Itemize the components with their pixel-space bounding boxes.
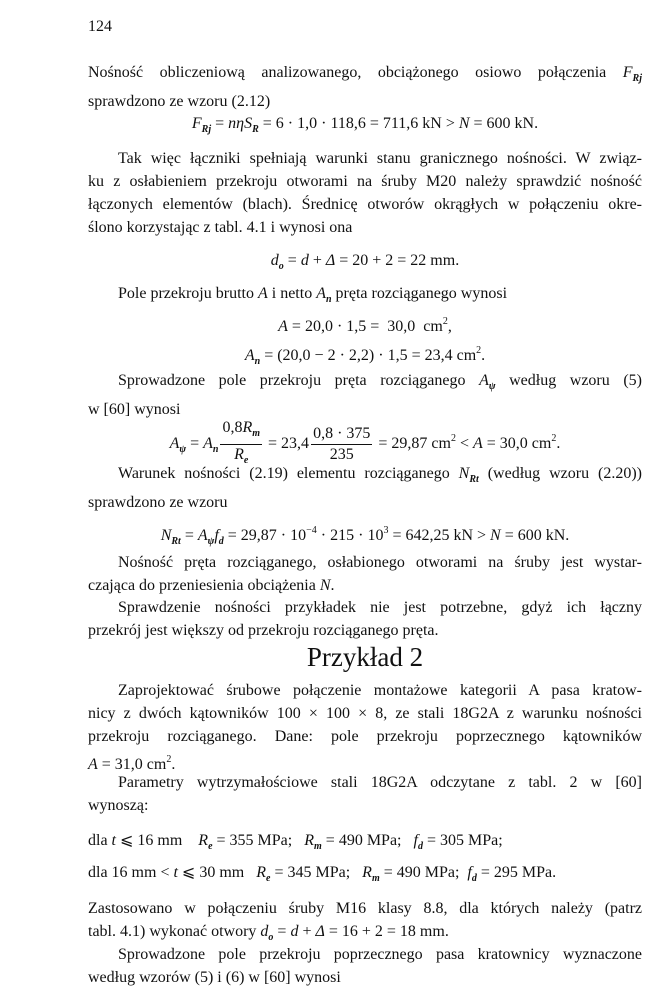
text-line (88, 310, 642, 338)
math-variable: R (242, 419, 253, 436)
text-run: = 16 + 2 = 18 mm. (324, 923, 449, 940)
math-subscript: o (278, 261, 284, 272)
text-run: dla 16 mm < (88, 864, 174, 881)
text-run: = 642,25 kN > (388, 527, 491, 544)
equation-frj (88, 112, 642, 141)
paragraph-load-capacity (88, 61, 642, 113)
text-line (88, 861, 642, 890)
math-subscript: R (252, 124, 259, 135)
text-run: . (171, 756, 176, 773)
math-superscript: −4 (306, 525, 317, 536)
math-variable: f (413, 832, 418, 849)
math-subscript: d (417, 841, 423, 852)
math-superscript: 2 (551, 433, 557, 445)
text-line (88, 369, 642, 398)
math-subscript: ψ (488, 381, 496, 392)
text-run: = 6 · 1,0 · 118,6 = 711,6 kN > (258, 115, 459, 132)
math-subscript: Rj (201, 124, 212, 135)
text-run: dla (88, 832, 112, 849)
math-variable: F (191, 115, 202, 132)
paragraph-reduced-area (88, 369, 642, 421)
text-run: = 305 MPa; (422, 832, 503, 849)
math-variable: nηS (228, 115, 253, 132)
text-run: + (308, 252, 326, 269)
text-run: = 20,0 · 1,5 = 30,0 cm (287, 318, 443, 335)
text-line (88, 282, 642, 311)
paragraph-cross-section (88, 282, 642, 311)
math-subscript: Rt (469, 474, 479, 485)
fraction-numerator (220, 418, 262, 445)
text-run: ⩽ 16 mm (116, 832, 199, 849)
math-variable: R (234, 446, 244, 463)
math-superscript: 2 (476, 345, 482, 356)
math-subscript: e (208, 841, 213, 852)
text-run: 0,8 (222, 419, 243, 436)
text-line: wynoszą: (88, 797, 149, 814)
math-subscript: e (266, 873, 271, 884)
text-run: = 345 MPa; (270, 864, 363, 881)
paragraph-chord-area (88, 943, 642, 989)
text-run: według wzoru (5) (495, 372, 642, 389)
page-number: 124 (88, 18, 112, 35)
text-line: Zastosowano w połączeniu śruby M16 klasy 8.8, dla których należy (patrz (88, 900, 642, 917)
equation-net-area (88, 339, 642, 373)
text-line (88, 112, 642, 141)
paragraph-parameters (88, 771, 642, 817)
text-run: = (186, 435, 204, 453)
text-run: . (481, 347, 486, 364)
math-subscript: d (471, 873, 477, 884)
equation-hole-diameter (88, 249, 642, 278)
text-run: , (447, 318, 452, 335)
text-run: Warunek nośności (2.19) elementu rozciąganego (118, 465, 459, 482)
text-run: = 29,87 · 10 (223, 527, 307, 544)
math-variable: A (244, 347, 255, 364)
text-line: Sprowadzone pole przekroju poprzecznego pasa kratownicy wyznaczone (118, 946, 642, 963)
paragraph-task (88, 679, 642, 776)
text-run: = 29,87 cm (374, 435, 451, 453)
math-variable: d (290, 923, 299, 940)
text-run: = 295 MPa. (476, 864, 557, 881)
text-run: 0,8 · 375 (313, 425, 371, 442)
text-run: = 490 MPa; (321, 832, 414, 849)
math-subscript: m (371, 873, 380, 884)
equation-nrt (88, 519, 642, 553)
text-line: Nośność pręta rozciąganego, osłabionego otworami na śruby jest wystar- (118, 554, 642, 571)
text-run: = 23,4 (264, 435, 310, 453)
text-run: = (283, 252, 301, 269)
text-run: = 355 MPa; (212, 832, 305, 849)
line-params-thin (88, 829, 642, 858)
text-line (88, 249, 642, 278)
text-run: pręta rozciąganego wynosi (331, 285, 508, 302)
math-variable: f (467, 864, 472, 881)
math-variable: A (88, 756, 98, 773)
text-run: Pole przekroju brutto (118, 285, 258, 302)
fraction-numerator (311, 424, 372, 445)
math-subscript: m (314, 841, 322, 852)
math-variable: Δ (325, 252, 336, 269)
math-superscript: 2 (442, 316, 448, 327)
math-variable: d (300, 252, 309, 269)
math-subscript: n (325, 294, 332, 305)
math-subscript: Rt (171, 536, 181, 547)
math-superscript: 3 (383, 525, 389, 536)
math-variable: d (260, 923, 269, 940)
text-run: i netto (267, 285, 317, 302)
math-variable: f (214, 527, 219, 544)
text-line: Parametry wytrzymałościowe stali 18G2A odczytane z tabl. 2 w [60] (118, 774, 642, 791)
text-run: = (20,0 − 2 · 2,2) · 1,5 = 23,4 cm (260, 347, 477, 364)
text-line (88, 829, 642, 858)
text-run: . (556, 435, 561, 453)
paragraph-sufficient (88, 551, 642, 597)
math-subscript: m (252, 428, 261, 439)
text-run: + (298, 923, 316, 940)
text-run: = (180, 527, 198, 544)
math-variable: A (169, 435, 180, 453)
fraction (311, 424, 372, 465)
text-run: < (455, 435, 473, 453)
text-run: = 490 MPa; (379, 864, 468, 881)
math-subscript: Rj (632, 73, 642, 84)
math-superscript: 2 (166, 754, 172, 765)
math-variable: R (198, 832, 209, 849)
math-subscript: n (212, 444, 219, 456)
text-run: = 600 kN. (500, 527, 570, 544)
math-variable: N (160, 527, 172, 544)
math-variable: N (319, 577, 331, 594)
text-run: (według wzoru (2.20)) (478, 465, 642, 482)
text-line (88, 462, 642, 491)
text-run: = 20 + 2 = 22 mm. (335, 252, 460, 269)
text-line: w [60] wynosi (88, 401, 181, 418)
text-run: = (273, 923, 291, 940)
text-run: = 600 kN. (469, 115, 539, 132)
math-variable: R (256, 864, 266, 881)
text-run: ⩽ 30 mm (177, 864, 257, 881)
text-line (88, 61, 642, 90)
math-subscript: e (243, 455, 249, 466)
line-params-thick (88, 861, 642, 890)
text-line: Tak więc łączniki spełniają warunki stanu granicznego nośności. W związ- (118, 150, 642, 167)
text-line: ku z osłabieniem przekroju otworami na śruby M20 należy sprawdzić nośność (88, 173, 642, 190)
text-run: = 31,0 cm (97, 756, 167, 773)
text-line: nicy z dwóch kątowników 100 × 100 × 8, ze stali 18G2A z warunku nośności (88, 705, 642, 722)
paragraph-splice-plates (88, 596, 642, 642)
text-run: tabl. 4.1) wykonać otwory (88, 923, 261, 940)
text-line: przekroju rozciąganego. Dane: pole przekroju poprzecznego kątowników (88, 728, 642, 745)
math-variable: A (257, 285, 268, 302)
text-run: · 215 · 10 (316, 527, 384, 544)
text-run: 235 (329, 446, 354, 463)
math-variable: d (270, 252, 279, 269)
math-superscript: 2 (450, 433, 456, 445)
paragraph-bolts (88, 897, 642, 949)
text-run: Nośność obliczeniową analizowanego, obciążonego osiowo połączenia (88, 64, 623, 81)
math-variable: A (203, 435, 213, 453)
text-line (88, 519, 642, 553)
equation-gross-area (88, 310, 642, 338)
math-subscript: o (268, 932, 274, 943)
text-line: sprawdzono ze wzoru (2.12) (88, 93, 271, 110)
text-run: = 30,0 cm (482, 435, 552, 453)
example-heading: Przykład 2 (306, 642, 424, 672)
text-run: = (211, 115, 229, 132)
text-line: przekrój jest większy od przekroju rozciąganego pręta. (88, 622, 439, 639)
math-variable: t (111, 832, 116, 849)
paragraph-condition (88, 462, 642, 514)
text-line: według wzorów (5) i (6) w [60] wynosi (88, 969, 341, 986)
math-variable: A (316, 285, 326, 302)
math-variable: A (479, 372, 489, 389)
text-line: sprawdzono ze wzoru (88, 494, 228, 511)
math-variable: A (197, 527, 208, 544)
text-line: Zaprojektować śrubowe połączenie montażowe kategorii A pasa kratow- (118, 682, 642, 699)
text-line (88, 339, 642, 373)
math-variable: R (304, 832, 315, 849)
math-variable: A (473, 435, 483, 453)
math-subscript: ψ (179, 444, 187, 456)
math-variable: F (622, 64, 633, 81)
math-subscript: ψ (207, 536, 215, 547)
math-variable: N (458, 115, 470, 132)
math-variable: R (362, 864, 372, 881)
text-run: . (330, 577, 335, 594)
text-line: łączonych elementów (blach). Średnicę otworów okrągłych w połączeniu okre- (88, 196, 642, 213)
text-run: czająca do przeniesienia obciążenia (88, 577, 320, 594)
math-subscript: n (254, 356, 261, 367)
text-line (88, 574, 642, 597)
math-variable: A (278, 318, 288, 335)
text-line: ślono korzystając z tabl. 4.1 i wynosi ona (88, 219, 353, 236)
math-subscript: d (218, 536, 224, 547)
paragraph-fasteners (88, 147, 642, 239)
math-variable: Δ (315, 923, 325, 940)
math-variable: N (458, 465, 470, 482)
math-variable: N (490, 527, 501, 544)
text-line: Sprawdzenie nośności przykładek nie jest potrzebne, gdyż ich łączny (118, 599, 642, 616)
text-run: Sprowadzone pole przekroju pręta rozciąganego (118, 372, 480, 389)
math-variable: t (173, 864, 178, 881)
